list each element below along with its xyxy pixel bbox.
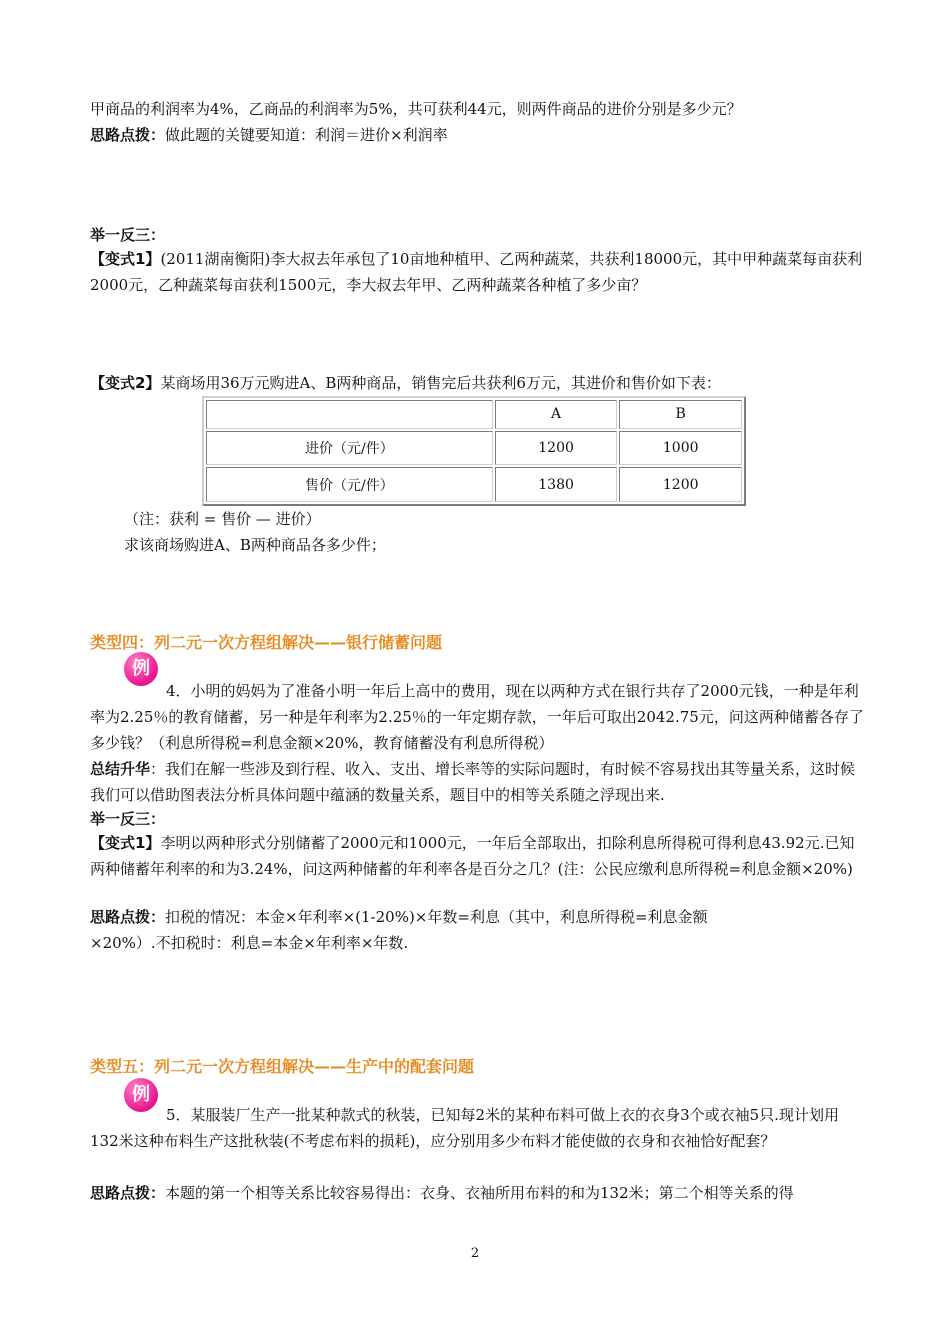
hint-text: 本题的第一个相等关系比较容易得出：衣身、衣袖所用布料的和为132米；第二个相等关系的得 [165, 1184, 794, 1202]
variant-text: 李明以两种形式分别储蓄了2000元和1000元，一年后全部取出，扣除利息所得税可得利息43.92元.已知两种储蓄年利率的和为3.24%，问这两种储蓄的年利率各是百分之几？(注：公民应缴利息所得税=利息金额×20%) [90, 834, 855, 878]
table-cell: 1380 [495, 467, 618, 502]
hint-2 [90, 904, 770, 956]
example-5: 5．某服装厂生产一批某种款式的秋装，已知每2米的某种布料可做上衣的衣身3个或衣袖5只.现计划用132米这种布料生产这批秋装(不考虑布料的损耗)，应分别用多少布料才能使做的衣身和衣袖恰好配套？ [90, 1106, 839, 1150]
variant-label: 【变式1】 [90, 250, 161, 268]
variant-text: 某商场用36万元购进A、B两种商品，销售完后共获利6万元，其进价和售价如下表： [160, 374, 721, 392]
table-cell: A [495, 400, 618, 429]
table-cell: 售价（元/件） [206, 467, 493, 502]
problem-line: 甲商品的利润率为4%，乙商品的利润率为5%，共可获利44元，则两件商品的进价分别是多少元？ [90, 100, 742, 118]
hint-label: 思路点拨： [90, 1184, 166, 1202]
practice-heading: 举一反三： [90, 226, 166, 244]
table-cell: B [619, 400, 742, 429]
table-cell: 1200 [619, 467, 742, 502]
hint-line [90, 122, 865, 148]
section-heading-type4: 类型四：列二元一次方程组解决——银行储蓄问题 [90, 633, 443, 652]
example-4: 4．小明的妈妈为了准备小明一年后上高中的费用，现在以两种方式在银行共存了2000元钱，一种是年利率为2.25％的教育储蓄，另一种是年利率为2.25％的一年定期存款，一年后可取出2042.75元，问这两种储蓄各存了多少钱？（利息所得税=利息金额×20%，教育储蓄没有利息所得税） [90, 682, 864, 752]
summary-label: 总结升华 [90, 760, 151, 778]
table-cell: 进价（元/件） [206, 431, 493, 466]
variant-3 [90, 830, 865, 882]
variant-label: 【变式1】 [90, 834, 161, 852]
table-cell: 1000 [619, 431, 742, 466]
hint-text: 做此题的关键要知道：利润＝进价×利润率 [165, 126, 448, 144]
section-heading-type5: 类型五：列二元一次方程组解决——生产中的配套问题 [90, 1057, 475, 1076]
table-header-row [206, 400, 742, 429]
summary-text: ：我们在解一些涉及到行程、收入、支出、增长率等的实际问题时，有时候不容易找出其等量关系，这时候我们可以借助图表法分析具体问题中蕴涵的数量关系，题目中的相等关系随之浮现出来. [90, 760, 856, 804]
example-badge-icon: 例 [124, 652, 158, 686]
page-number: 2 [470, 1246, 480, 1261]
variant-label: 【变式2】 [90, 374, 161, 392]
summary [90, 756, 865, 808]
table-cell: 1200 [495, 431, 618, 466]
table-cell [206, 400, 493, 429]
hint-label: 思路点拨： [90, 908, 166, 926]
table-row [206, 467, 742, 502]
price-table [202, 396, 746, 506]
note-line: （注：获利 = 售价 — 进价） [124, 510, 321, 528]
hint-text: 扣税的情况：本金×年利率×(1-20%)×年数=利息（其中，利息所得税=利息金额 ×20%）.不扣税时：利息=本金×年利率×年数. [90, 908, 708, 952]
hint-label: 思路点拨： [90, 126, 166, 144]
practice-heading: 举一反三： [90, 810, 166, 828]
variant-2 [90, 370, 865, 396]
variant-text: (2011湖南衡阳)李大叔去年承包了10亩地种植甲、乙两种蔬菜，共获利18000元，其中甲种蔬菜每亩获利2000元，乙种蔬菜每亩获利1500元，李大叔去年甲、乙两种蔬菜各种植了多少亩？ [90, 250, 863, 294]
hint-3 [90, 1180, 865, 1206]
question-line: 求该商场购进A、B两种商品各多少件； [124, 536, 386, 554]
table-row [206, 431, 742, 466]
variant-1 [90, 246, 865, 298]
example-badge-icon: 例 [124, 1078, 158, 1112]
